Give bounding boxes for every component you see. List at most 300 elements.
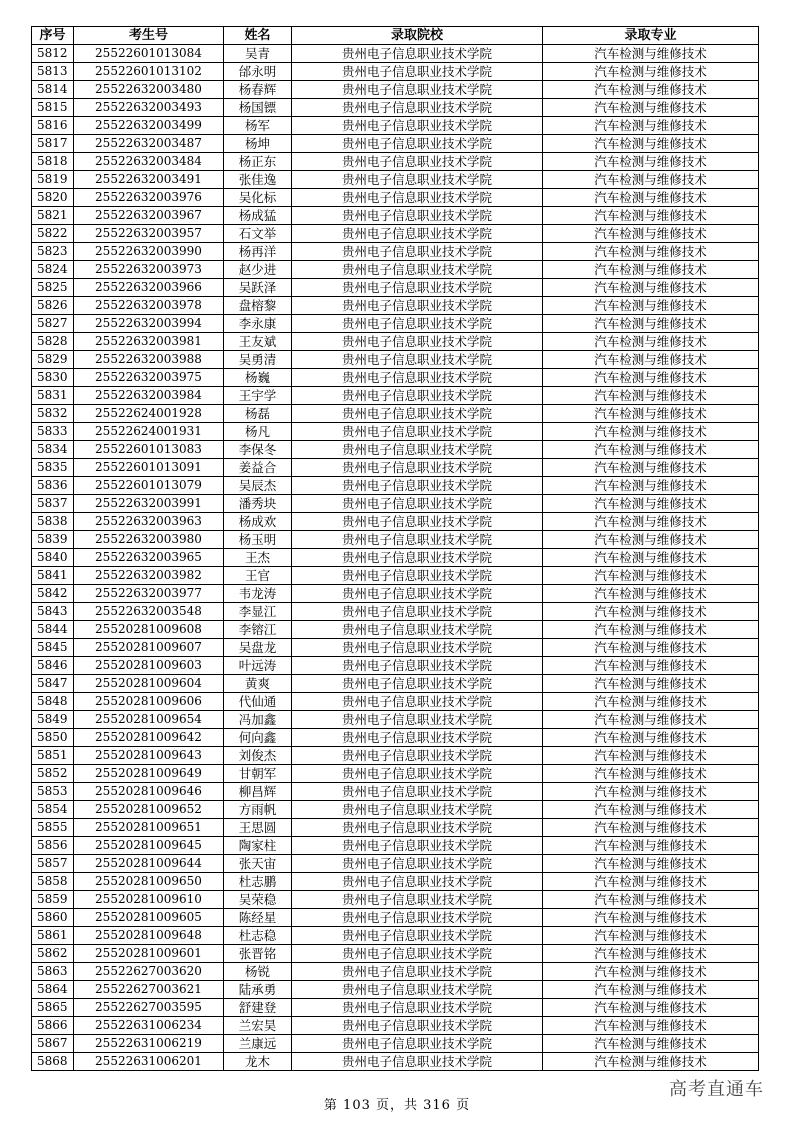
cell-exam-id: 25522632003978 — [74, 297, 224, 315]
table-row — [32, 747, 759, 765]
cell-school: 贵州电子信息职业技术学院 — [292, 81, 543, 99]
table-row — [32, 837, 759, 855]
cell-school: 贵州电子信息职业技术学院 — [292, 405, 543, 423]
cell-school: 贵州电子信息职业技术学院 — [292, 45, 543, 63]
cell-major: 汽车检测与维修技术 — [543, 567, 759, 585]
cell-school: 贵州电子信息职业技术学院 — [292, 585, 543, 603]
table-row — [32, 873, 759, 891]
cell-exam-id: 25522632003994 — [74, 315, 224, 333]
table-row — [32, 63, 759, 81]
cell-school: 贵州电子信息职业技术学院 — [292, 333, 543, 351]
table-row — [32, 261, 759, 279]
cell-major: 汽车检测与维修技术 — [543, 639, 759, 657]
cell-school: 贵州电子信息职业技术学院 — [292, 675, 543, 693]
cell-major: 汽车检测与维修技术 — [543, 279, 759, 297]
cell-major: 汽车检测与维修技术 — [543, 207, 759, 225]
table-row — [32, 999, 759, 1017]
cell-name: 杨玉明 — [224, 531, 292, 549]
cell-exam-id: 25522632003487 — [74, 135, 224, 153]
cell-school: 贵州电子信息职业技术学院 — [292, 63, 543, 81]
cell-major: 汽车检测与维修技术 — [543, 819, 759, 837]
cell-seq: 5815 — [32, 99, 74, 117]
cell-school: 贵州电子信息职业技术学院 — [292, 477, 543, 495]
cell-exam-id: 25522632003548 — [74, 603, 224, 621]
cell-school: 贵州电子信息职业技术学院 — [292, 819, 543, 837]
cell-name: 杜志鹏 — [224, 873, 292, 891]
cell-name: 王宇学 — [224, 387, 292, 405]
cell-name: 舒建登 — [224, 999, 292, 1017]
cell-major: 汽车检测与维修技术 — [543, 531, 759, 549]
table-row — [32, 189, 759, 207]
cell-exam-id: 25522627003620 — [74, 963, 224, 981]
cell-school: 贵州电子信息职业技术学院 — [292, 909, 543, 927]
cell-major: 汽车检测与维修技术 — [543, 333, 759, 351]
cell-name: 陶家柱 — [224, 837, 292, 855]
cell-exam-id: 25520281009645 — [74, 837, 224, 855]
cell-major: 汽车检测与维修技术 — [543, 981, 759, 999]
table-row — [32, 1035, 759, 1053]
cell-name: 杨巍 — [224, 369, 292, 387]
cell-major: 汽车检测与维修技术 — [543, 765, 759, 783]
cell-school: 贵州电子信息职业技术学院 — [292, 549, 543, 567]
cell-major: 汽车检测与维修技术 — [543, 297, 759, 315]
cell-school: 贵州电子信息职业技术学院 — [292, 837, 543, 855]
cell-name: 李保冬 — [224, 441, 292, 459]
cell-name: 吴盘龙 — [224, 639, 292, 657]
cell-school: 贵州电子信息职业技术学院 — [292, 621, 543, 639]
cell-school: 贵州电子信息职业技术学院 — [292, 495, 543, 513]
cell-seq: 5831 — [32, 387, 74, 405]
cell-school: 贵州电子信息职业技术学院 — [292, 117, 543, 135]
cell-exam-id: 25522627003595 — [74, 999, 224, 1017]
cell-seq: 5835 — [32, 459, 74, 477]
cell-seq: 5829 — [32, 351, 74, 369]
cell-seq: 5813 — [32, 63, 74, 81]
table-row — [32, 225, 759, 243]
cell-major: 汽车检测与维修技术 — [543, 1053, 759, 1071]
brand-watermark: 高考直通车 — [669, 1079, 764, 1100]
table-row — [32, 459, 759, 477]
cell-exam-id: 25522632003991 — [74, 495, 224, 513]
cell-major: 汽车检测与维修技术 — [543, 369, 759, 387]
cell-seq: 5855 — [32, 819, 74, 837]
cell-exam-id: 25522632003957 — [74, 225, 224, 243]
cell-seq: 5858 — [32, 873, 74, 891]
cell-school: 贵州电子信息职业技术学院 — [292, 243, 543, 261]
cell-exam-id: 25520281009642 — [74, 729, 224, 747]
cell-name: 杨春辉 — [224, 81, 292, 99]
cell-name: 李永康 — [224, 315, 292, 333]
cell-name: 王官 — [224, 567, 292, 585]
cell-name: 杨凡 — [224, 423, 292, 441]
table-row — [32, 675, 759, 693]
cell-major: 汽车检测与维修技术 — [543, 225, 759, 243]
cell-seq: 5837 — [32, 495, 74, 513]
cell-exam-id: 25522632003980 — [74, 531, 224, 549]
cell-major: 汽车检测与维修技术 — [543, 729, 759, 747]
cell-major: 汽车检测与维修技术 — [543, 99, 759, 117]
table-row — [32, 621, 759, 639]
cell-school: 贵州电子信息职业技术学院 — [292, 927, 543, 945]
cell-major: 汽车检测与维修技术 — [543, 117, 759, 135]
cell-major: 汽车检测与维修技术 — [543, 801, 759, 819]
cell-name: 韦龙涛 — [224, 585, 292, 603]
cell-school: 贵州电子信息职业技术学院 — [292, 981, 543, 999]
cell-seq: 5857 — [32, 855, 74, 873]
cell-seq: 5847 — [32, 675, 74, 693]
cell-major: 汽车检测与维修技术 — [543, 549, 759, 567]
cell-seq: 5816 — [32, 117, 74, 135]
cell-exam-id: 25522627003621 — [74, 981, 224, 999]
cell-school: 贵州电子信息职业技术学院 — [292, 189, 543, 207]
cell-seq: 5845 — [32, 639, 74, 657]
cell-exam-id: 25520281009649 — [74, 765, 224, 783]
cell-school: 贵州电子信息职业技术学院 — [292, 747, 543, 765]
cell-exam-id: 25522601013079 — [74, 477, 224, 495]
cell-seq: 5842 — [32, 585, 74, 603]
cell-name: 柳昌辉 — [224, 783, 292, 801]
cell-major: 汽车检测与维修技术 — [543, 909, 759, 927]
cell-seq: 5860 — [32, 909, 74, 927]
table-row — [32, 639, 759, 657]
cell-exam-id: 25522632003984 — [74, 387, 224, 405]
cell-name: 李显江 — [224, 603, 292, 621]
header-major: 录取专业 — [543, 27, 759, 45]
cell-major: 汽车检测与维修技术 — [543, 135, 759, 153]
cell-exam-id: 25522632003988 — [74, 351, 224, 369]
cell-seq: 5833 — [32, 423, 74, 441]
cell-major: 汽车检测与维修技术 — [543, 63, 759, 81]
cell-school: 贵州电子信息职业技术学院 — [292, 99, 543, 117]
cell-school: 贵州电子信息职业技术学院 — [292, 1035, 543, 1053]
cell-exam-id: 25522632003967 — [74, 207, 224, 225]
cell-seq: 5850 — [32, 729, 74, 747]
cell-major: 汽车检测与维修技术 — [543, 1017, 759, 1035]
cell-exam-id: 25520281009608 — [74, 621, 224, 639]
cell-exam-id: 25520281009603 — [74, 657, 224, 675]
cell-seq: 5854 — [32, 801, 74, 819]
table-row — [32, 765, 759, 783]
cell-major: 汽车检测与维修技术 — [543, 171, 759, 189]
cell-name: 杨正东 — [224, 153, 292, 171]
cell-name: 张晋铭 — [224, 945, 292, 963]
cell-school: 贵州电子信息职业技术学院 — [292, 567, 543, 585]
cell-major: 汽车检测与维修技术 — [543, 693, 759, 711]
cell-major: 汽车检测与维修技术 — [543, 261, 759, 279]
cell-major: 汽车检测与维修技术 — [543, 999, 759, 1017]
cell-school: 贵州电子信息职业技术学院 — [292, 801, 543, 819]
cell-seq: 5821 — [32, 207, 74, 225]
cell-major: 汽车检测与维修技术 — [543, 837, 759, 855]
cell-exam-id: 25522632003973 — [74, 261, 224, 279]
table-row — [32, 171, 759, 189]
cell-major: 汽车检测与维修技术 — [543, 585, 759, 603]
table-row — [32, 855, 759, 873]
cell-exam-id: 25522632003484 — [74, 153, 224, 171]
cell-school: 贵州电子信息职业技术学院 — [292, 711, 543, 729]
table-row — [32, 387, 759, 405]
cell-exam-id: 25522624001928 — [74, 405, 224, 423]
cell-school: 贵州电子信息职业技术学院 — [292, 261, 543, 279]
cell-seq: 5846 — [32, 657, 74, 675]
cell-name: 吴荣稳 — [224, 891, 292, 909]
cell-name: 李镕江 — [224, 621, 292, 639]
table-row — [32, 909, 759, 927]
cell-school: 贵州电子信息职业技术学院 — [292, 171, 543, 189]
cell-seq: 5853 — [32, 783, 74, 801]
cell-name: 杨坤 — [224, 135, 292, 153]
cell-exam-id: 25520281009607 — [74, 639, 224, 657]
cell-seq: 5830 — [32, 369, 74, 387]
table-body — [32, 45, 759, 1071]
cell-major: 汽车检测与维修技术 — [543, 855, 759, 873]
cell-seq: 5859 — [32, 891, 74, 909]
cell-name: 潘秀块 — [224, 495, 292, 513]
cell-seq: 5849 — [32, 711, 74, 729]
cell-major: 汽车检测与维修技术 — [543, 189, 759, 207]
table-row — [32, 477, 759, 495]
cell-school: 贵州电子信息职业技术学院 — [292, 423, 543, 441]
cell-exam-id: 25522631006201 — [74, 1053, 224, 1071]
cell-seq: 5812 — [32, 45, 74, 63]
cell-name: 杨再洋 — [224, 243, 292, 261]
cell-exam-id: 25520281009605 — [74, 909, 224, 927]
cell-school: 贵州电子信息职业技术学院 — [292, 729, 543, 747]
table-row — [32, 99, 759, 117]
table-row — [32, 711, 759, 729]
table-row — [32, 531, 759, 549]
cell-school: 贵州电子信息职业技术学院 — [292, 207, 543, 225]
cell-seq: 5820 — [32, 189, 74, 207]
cell-seq: 5861 — [32, 927, 74, 945]
cell-seq: 5863 — [32, 963, 74, 981]
table-row — [32, 1017, 759, 1035]
cell-exam-id: 25522601013102 — [74, 63, 224, 81]
cell-school: 贵州电子信息职业技术学院 — [292, 855, 543, 873]
cell-major: 汽车检测与维修技术 — [543, 405, 759, 423]
cell-exam-id: 25520281009606 — [74, 693, 224, 711]
table-row — [32, 333, 759, 351]
table-row — [32, 963, 759, 981]
cell-seq: 5840 — [32, 549, 74, 567]
cell-exam-id: 25520281009651 — [74, 819, 224, 837]
table-row — [32, 891, 759, 909]
cell-major: 汽车检测与维修技术 — [543, 963, 759, 981]
cell-school: 贵州电子信息职业技术学院 — [292, 765, 543, 783]
table-row — [32, 315, 759, 333]
cell-seq: 5843 — [32, 603, 74, 621]
cell-seq: 5844 — [32, 621, 74, 639]
cell-major: 汽车检测与维修技术 — [543, 513, 759, 531]
cell-school: 贵州电子信息职业技术学院 — [292, 963, 543, 981]
table-row — [32, 351, 759, 369]
cell-seq: 5818 — [32, 153, 74, 171]
cell-exam-id: 25522601013083 — [74, 441, 224, 459]
cell-seq: 5834 — [32, 441, 74, 459]
cell-seq: 5848 — [32, 693, 74, 711]
cell-seq: 5822 — [32, 225, 74, 243]
cell-seq: 5852 — [32, 765, 74, 783]
cell-name: 刘俊杰 — [224, 747, 292, 765]
cell-major: 汽车检测与维修技术 — [543, 1035, 759, 1053]
cell-exam-id: 25522601013084 — [74, 45, 224, 63]
cell-seq: 5819 — [32, 171, 74, 189]
table-row — [32, 405, 759, 423]
cell-exam-id: 25522632003976 — [74, 189, 224, 207]
table-row — [32, 423, 759, 441]
cell-school: 贵州电子信息职业技术学院 — [292, 225, 543, 243]
cell-name: 黄爽 — [224, 675, 292, 693]
cell-school: 贵州电子信息职业技术学院 — [292, 945, 543, 963]
table-row — [32, 567, 759, 585]
cell-major: 汽车检测与维修技术 — [543, 783, 759, 801]
cell-school: 贵州电子信息职业技术学院 — [292, 603, 543, 621]
cell-exam-id: 25522632003990 — [74, 243, 224, 261]
cell-major: 汽车检测与维修技术 — [543, 495, 759, 513]
cell-exam-id: 25522632003975 — [74, 369, 224, 387]
cell-exam-id: 25520281009650 — [74, 873, 224, 891]
cell-name: 张佳逸 — [224, 171, 292, 189]
cell-name: 石文举 — [224, 225, 292, 243]
cell-seq: 5826 — [32, 297, 74, 315]
table-header-row — [32, 27, 759, 45]
cell-school: 贵州电子信息职业技术学院 — [292, 783, 543, 801]
table-row — [32, 819, 759, 837]
cell-seq: 5824 — [32, 261, 74, 279]
cell-major: 汽车检测与维修技术 — [543, 315, 759, 333]
cell-exam-id: 25522624001931 — [74, 423, 224, 441]
table-row — [32, 369, 759, 387]
cell-school: 贵州电子信息职业技术学院 — [292, 315, 543, 333]
cell-name: 吴勇清 — [224, 351, 292, 369]
table-row — [32, 153, 759, 171]
cell-exam-id: 25520281009648 — [74, 927, 224, 945]
table-row — [32, 441, 759, 459]
cell-name: 兰康远 — [224, 1035, 292, 1053]
cell-seq: 5814 — [32, 81, 74, 99]
table-row — [32, 603, 759, 621]
cell-exam-id: 25520281009652 — [74, 801, 224, 819]
cell-major: 汽车检测与维修技术 — [543, 603, 759, 621]
cell-name: 代仙通 — [224, 693, 292, 711]
cell-exam-id: 25522632003981 — [74, 333, 224, 351]
cell-name: 吴青 — [224, 45, 292, 63]
header-school: 录取院校 — [292, 27, 543, 45]
cell-name: 姜益合 — [224, 459, 292, 477]
cell-school: 贵州电子信息职业技术学院 — [292, 1053, 543, 1071]
table-row — [32, 135, 759, 153]
cell-seq: 5836 — [32, 477, 74, 495]
table-row — [32, 657, 759, 675]
cell-name: 杨成欢 — [224, 513, 292, 531]
page-footer: 第 103 页，共 316 页 — [323, 1098, 471, 1113]
table-row — [32, 207, 759, 225]
cell-exam-id: 25522632003480 — [74, 81, 224, 99]
cell-name: 陈经星 — [224, 909, 292, 927]
admission-table — [31, 26, 759, 1071]
cell-exam-id: 25522632003977 — [74, 585, 224, 603]
cell-seq: 5823 — [32, 243, 74, 261]
table-row — [32, 513, 759, 531]
cell-major: 汽车检测与维修技术 — [543, 945, 759, 963]
table-row — [32, 117, 759, 135]
table-row — [32, 495, 759, 513]
cell-name: 甘朝军 — [224, 765, 292, 783]
cell-major: 汽车检测与维修技术 — [543, 243, 759, 261]
cell-exam-id: 25522632003966 — [74, 279, 224, 297]
cell-exam-id: 25522632003499 — [74, 117, 224, 135]
cell-major: 汽车检测与维修技术 — [543, 675, 759, 693]
cell-name: 方雨帆 — [224, 801, 292, 819]
cell-school: 贵州电子信息职业技术学院 — [292, 891, 543, 909]
cell-major: 汽车检测与维修技术 — [543, 621, 759, 639]
cell-major: 汽车检测与维修技术 — [543, 459, 759, 477]
cell-name: 冯加鑫 — [224, 711, 292, 729]
cell-school: 贵州电子信息职业技术学院 — [292, 1017, 543, 1035]
table-row — [32, 927, 759, 945]
cell-name: 邰永明 — [224, 63, 292, 81]
cell-seq: 5838 — [32, 513, 74, 531]
cell-major: 汽车检测与维修技术 — [543, 873, 759, 891]
cell-major: 汽车检测与维修技术 — [543, 441, 759, 459]
cell-major: 汽车检测与维修技术 — [543, 891, 759, 909]
cell-exam-id: 25522631006234 — [74, 1017, 224, 1035]
cell-name: 盘榕黎 — [224, 297, 292, 315]
cell-exam-id: 25520281009644 — [74, 855, 224, 873]
header-name: 姓名 — [224, 27, 292, 45]
cell-name: 吴辰杰 — [224, 477, 292, 495]
table-row — [32, 243, 759, 261]
cell-name: 张天宙 — [224, 855, 292, 873]
table-row — [32, 729, 759, 747]
table-row — [32, 585, 759, 603]
cell-seq: 5825 — [32, 279, 74, 297]
cell-name: 吴化标 — [224, 189, 292, 207]
cell-exam-id: 25522631006219 — [74, 1035, 224, 1053]
cell-name: 何向鑫 — [224, 729, 292, 747]
cell-exam-id: 25522632003965 — [74, 549, 224, 567]
cell-school: 贵州电子信息职业技术学院 — [292, 369, 543, 387]
cell-name: 王杰 — [224, 549, 292, 567]
cell-seq: 5864 — [32, 981, 74, 999]
cell-seq: 5851 — [32, 747, 74, 765]
cell-seq: 5839 — [32, 531, 74, 549]
cell-school: 贵州电子信息职业技术学院 — [292, 135, 543, 153]
cell-major: 汽车检测与维修技术 — [543, 657, 759, 675]
cell-seq: 5856 — [32, 837, 74, 855]
cell-major: 汽车检测与维修技术 — [543, 351, 759, 369]
cell-school: 贵州电子信息职业技术学院 — [292, 873, 543, 891]
cell-major: 汽车检测与维修技术 — [543, 711, 759, 729]
cell-exam-id: 25520281009643 — [74, 747, 224, 765]
cell-school: 贵州电子信息职业技术学院 — [292, 297, 543, 315]
cell-major: 汽车检测与维修技术 — [543, 81, 759, 99]
cell-seq: 5866 — [32, 1017, 74, 1035]
table-row — [32, 45, 759, 63]
header-seq: 序号 — [32, 27, 74, 45]
cell-seq: 5817 — [32, 135, 74, 153]
table-row — [32, 1053, 759, 1071]
cell-name: 赵少进 — [224, 261, 292, 279]
cell-school: 贵州电子信息职业技术学院 — [292, 531, 543, 549]
cell-school: 贵州电子信息职业技术学院 — [292, 639, 543, 657]
cell-exam-id: 25520281009610 — [74, 891, 224, 909]
cell-major: 汽车检测与维修技术 — [543, 153, 759, 171]
cell-seq: 5867 — [32, 1035, 74, 1053]
cell-name: 王思圆 — [224, 819, 292, 837]
table-row — [32, 945, 759, 963]
cell-name: 杨军 — [224, 117, 292, 135]
